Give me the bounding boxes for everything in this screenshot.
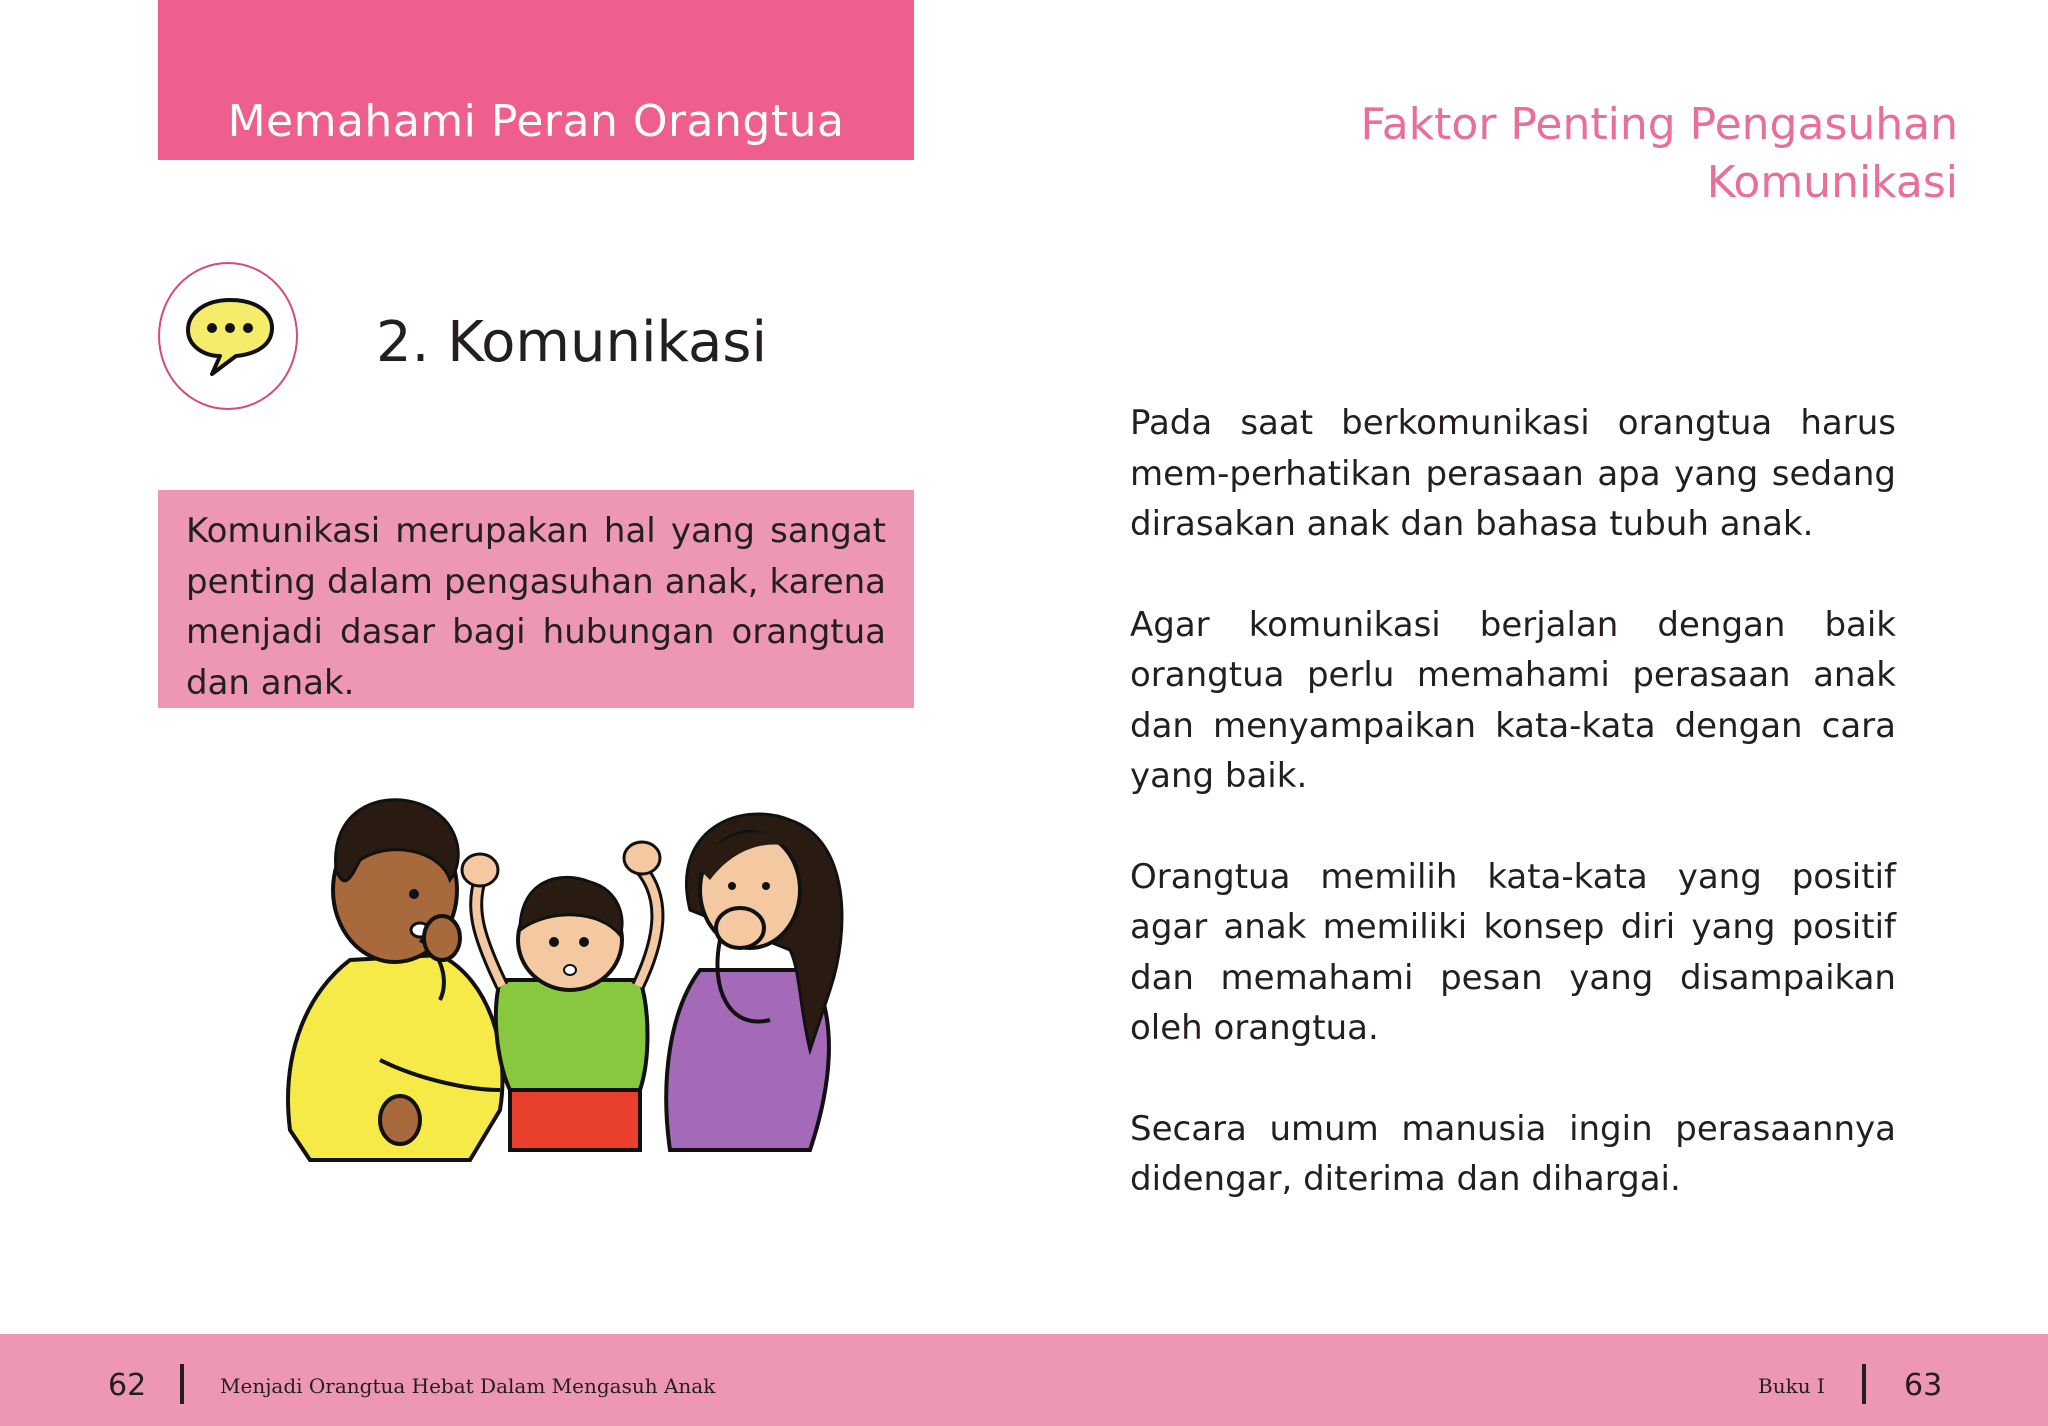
- body-paragraph-3: Orangtua memilih kata-kata yang positif agar anak memiliki konsep diri yang positif dan memahami pesan yang disampaikan oleh orangtua.: [1130, 856, 1896, 1048]
- family-illustration: [270, 790, 890, 1180]
- footer-divider-right: [1862, 1364, 1866, 1404]
- footer-divider-left: [180, 1364, 184, 1404]
- speech-bubble-icon-circle: [158, 262, 298, 410]
- intro-box: [158, 490, 914, 708]
- speech-bubble-icon: [182, 294, 278, 380]
- running-header: [1360, 96, 1958, 212]
- page-number-left: 62: [108, 1368, 147, 1403]
- mother-figure: [666, 814, 842, 1150]
- intro-text: Komunikasi merupakan hal yang sangat penting dalam pengasuhan anak, karena menjadi dasar bagi hubungan orangtua dan anak.: [186, 511, 886, 703]
- father-figure: [288, 800, 502, 1160]
- body-text-column: [1130, 398, 1896, 1255]
- book-volume-label: Buku I: [1758, 1374, 1825, 1398]
- running-header-line2: Komunikasi: [1706, 157, 1958, 208]
- footer-band: [0, 1334, 2048, 1426]
- body-paragraph-1: Pada saat berkomunikasi orangtua harus mem-perhatikan perasaan apa yang sedang dirasakan anak dan bahasa tubuh anak.: [1130, 403, 1896, 544]
- body-paragraph-4: Secara umum manusia ingin perasaannya didengar, diterima dan dihargai.: [1130, 1108, 1896, 1199]
- running-header-line1: Faktor Penting Pengasuhan: [1360, 99, 1958, 150]
- page-number-right: 63: [1904, 1368, 1943, 1403]
- body-paragraph-2: Agar komunikasi berjalan dengan baik orangtua perlu memahami perasaan anak dan menyampaikan kata-kata dengan cara yang baik.: [1130, 604, 1896, 796]
- chapter-title: Memahami Peran Orangtua: [227, 96, 845, 147]
- book-title: Menjadi Orangtua Hebat Dalam Mengasuh Anak: [220, 1374, 716, 1398]
- header-band: [158, 0, 914, 160]
- section-title: 2. Komunikasi: [376, 310, 768, 375]
